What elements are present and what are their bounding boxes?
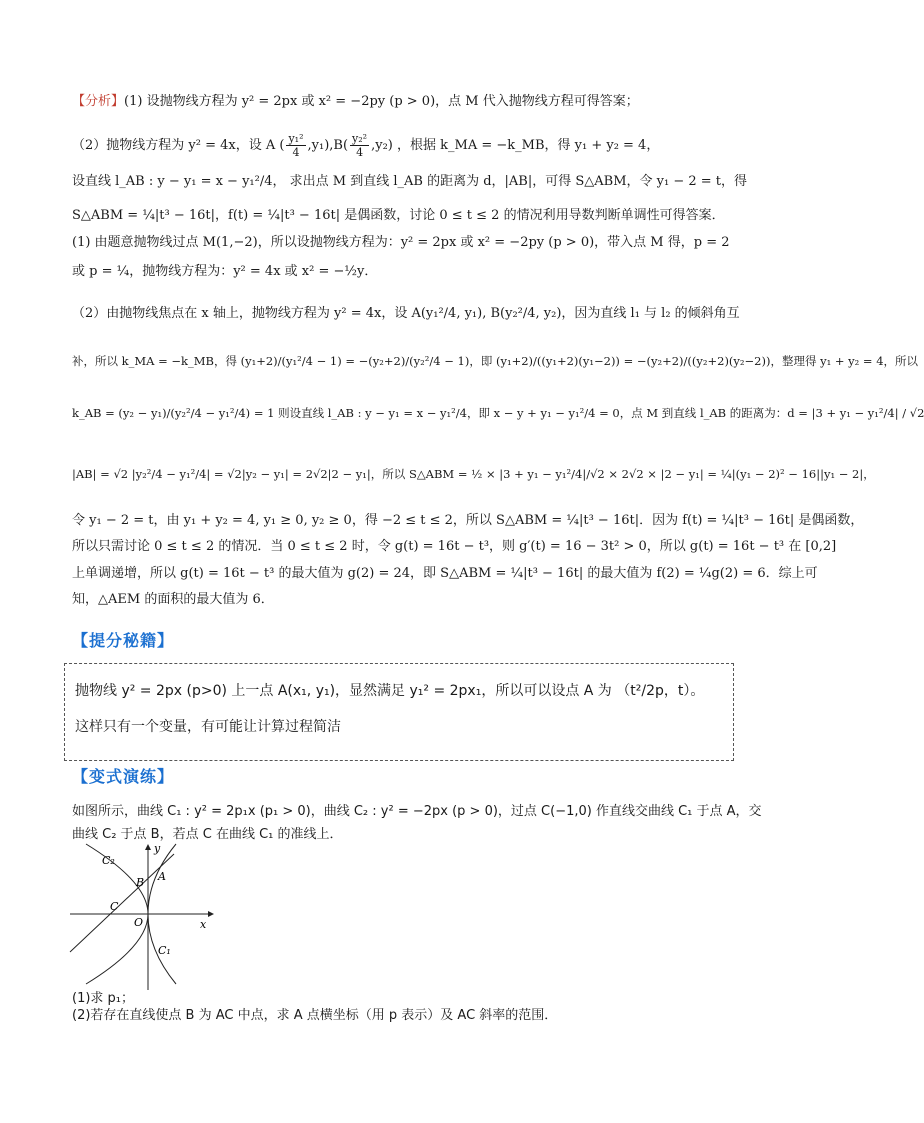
exercise-heading: 【变式演练】 [72,767,175,786]
solution-text-6: |AB| = √2 |y₂²/4 − y₁²/4| = √2|y₂ − y₁| = 2√2|2 − y₁|，所以 S△ABM = ½ × |3 + y₁ − y₁²/4|/√2 × 2√2 × |2 − y₁| = ¼|(y₁ − 2)² − 16||y₁ − 2|， [72,467,875,481]
solution-text-2: 或 p = ¼，抛物线方程为：y² = 4x 或 x² = −½y． [72,264,378,279]
parabola-figure [66,842,216,992]
line-cab [70,854,174,952]
solution-line-2 [72,263,377,281]
solution-text-1: (1) 由题意抛物线过点 M(1,−2)，所以设抛物线方程为：y² = 2px 或 x² = −2py (p > 0)，带入点 M 得，p = 2 [72,235,730,250]
analysis-text-4: S△ABM = ¼|t³ − 16t|，f(t) = ¼|t³ − 16t| 是偶函数，讨论 0 ≤ t ≤ 2 的情况利用导数判断单调性可得答案． [72,208,725,223]
analysis-point-a-math: ( $\frac{\text{y₁²}}{4}$ ,y₁),B( $\frac{\text{y₂²}}{4}$ ,y₂) [279,132,393,159]
solution-line-1 [72,234,729,252]
solution-text-8: 所以只需讨论 0 ≤ t ≤ 2 的情况．当 0 ≤ t ≤ 2 时，令 g(t) = 16t − t³，则 g′(t) = 16 − 3t² > 0，所以 g(t) = 16t − t³ 在 [0,2] [72,539,837,554]
analysis-text-1: (1) 设抛物线方程为 y² = 2px 或 x² = −2py (p > 0)，点 M 代入抛物线方程可得答案； [124,94,639,109]
solution-text-10: 知，△AEM 的面积的最大值为 6． [72,592,274,607]
solution-line-6 [72,465,875,483]
solution-text-7: 令 y₁ − 2 = t，由 y₁ + y₂ = 4, y₁ ≥ 0, y₂ ≥ 0，得 −2 ≤ t ≤ 2，所以 S△ABM = ¼|t³ − 16t|．因为 f(t) = ¼|t³ − 16t| 是偶函数， [72,513,864,528]
tips-heading: 【提分秘籍】 [72,631,175,650]
solution-line-5 [72,404,924,422]
label-b: B [136,876,145,889]
tips-line-2: 这样只有一个变量，有可能让计算过程简洁 [75,719,341,735]
tips-box [64,663,734,761]
solution-line-3 [72,305,740,323]
x-axis-arrow [208,911,214,917]
solution-text-3: （2）由抛物线焦点在 x 轴上，抛物线方程为 y² = 4x，设 A(y₁²/4, y₁), B(y₂²/4, y₂)，因为直线 l₁ 与 l₂ 的倾斜角互 [72,306,740,321]
label-o: O [134,916,144,929]
label-y: y [154,842,161,855]
analysis-line-3 [72,173,747,191]
analysis-line-1 [72,93,639,111]
exercise-text-2: 曲线 C₂ 于点 B，若点 C 在曲线 C₁ 的准线上． [72,827,343,842]
analysis-label: 【分析】 [72,94,125,109]
analysis-line-2 [72,132,659,159]
question-1-text: (1)求 p₁； [72,991,135,1006]
analysis-line-4 [72,207,725,225]
exercise-line-1 [72,803,762,821]
solution-line-7 [72,512,863,530]
question-2 [72,1007,557,1025]
analysis-text-2a: （2）抛物线方程为 y² = 4x，设 A [72,138,276,153]
solution-line-9 [72,565,818,583]
solution-line-4 [72,352,918,370]
label-x: x [200,918,207,931]
exercise-text-1: 如图所示，曲线 C₁ : y² = 2p₁x (p₁ > 0)，曲线 C₂ : y² = −2px (p > 0)，过点 C(−1,0) 作直线交曲线 C₁ 于点 A，交 [72,804,762,819]
solution-text-9: 上单调递增，所以 g(t) = 16t − t³ 的最大值为 g(2) = 24，即 S△ABM = ¼|t³ − 16t| 的最大值为 f(2) = ¼g(2) = 6．综上可 [72,566,818,581]
solution-line-10 [72,591,274,609]
question-2-text: (2)若存在直线使点 B 为 AC 中点，求 A 点横坐标（用 p 表示）及 AC 斜率的范围． [72,1008,558,1023]
y-axis-arrow [145,844,151,850]
label-c2: C₂ [102,854,115,867]
label-c: C [110,900,119,913]
tips-line-1: 抛物线 y² = 2px (p>0) 上一点 A(x₁, y₁)，显然满足 y₁² = 2px₁，所以可以设点 A 为 （t²/2p，t）。 [75,683,705,699]
label-c1: C₁ [158,944,171,957]
solution-text-5: k_AB = (y₂ − y₁)/(y₂²/4 − y₁²/4) = 1 则设直线 l_AB : y − y₁ = x − y₁²/4，即 x − y + y₁ − y₁²/4 = 0，点 M 到直线 l_AB 的距离为：d = |3 + y₁ − y₁²/4| / √2 [72,406,924,420]
solution-line-8 [72,538,836,556]
label-a: A [158,870,166,883]
analysis-text-2b: ，根据 k_MA = −k_MB，得 y₁ + y₂ = 4， [397,138,660,153]
solution-text-4: 补，所以 k_MA = −k_MB，得 (y₁+2)/(y₁²/4 − 1) = −(y₂+2)/(y₂²/4 − 1)，即 (y₁+2)/((y₁+2)(y₁−2)) = −(y₂+2)/((y₂+2)(y₂−2))，整理得 y₁ + y₂ = 4，所以 [72,354,919,368]
analysis-text-3: 设直线 l_AB : y − y₁ = x − y₁²/4， 求出点 M 到直线 l_AB 的距离为 d，|AB|，可得 S△ABM，令 y₁ − 2 = t，得 [72,174,748,189]
question-1 [72,990,134,1008]
